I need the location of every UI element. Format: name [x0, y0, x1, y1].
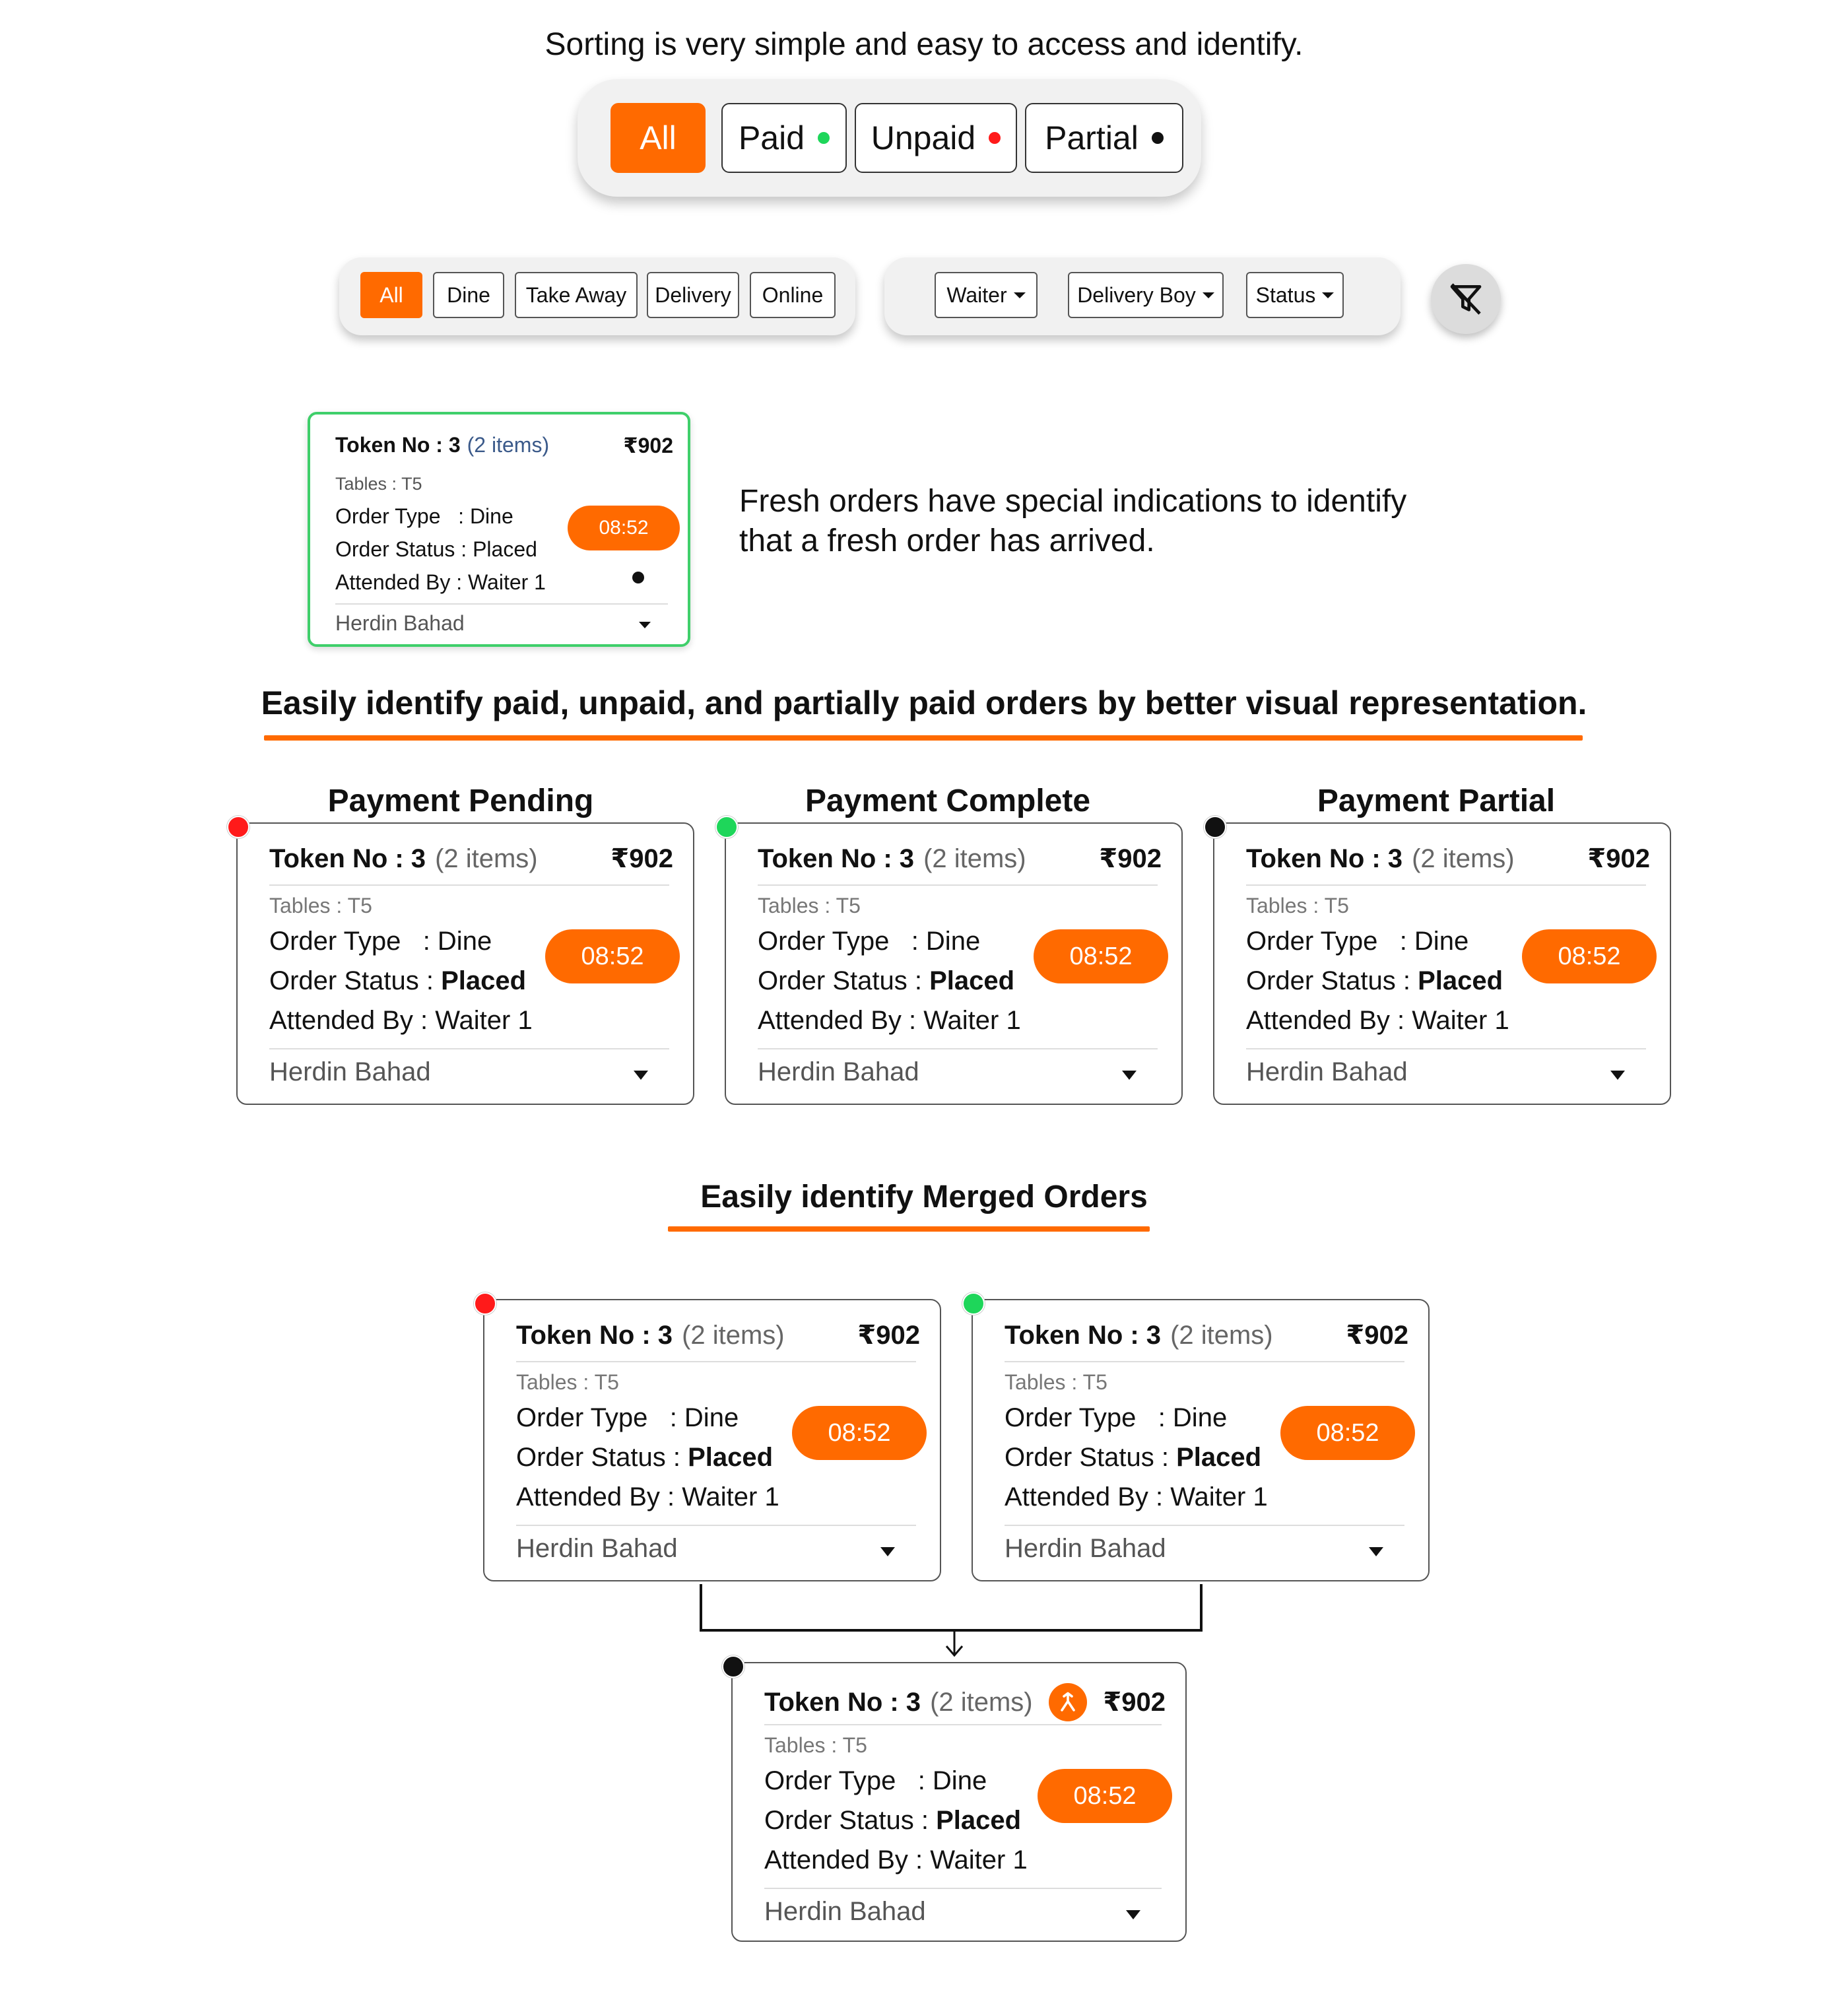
order-type-label: Order Type :: [335, 504, 470, 528]
attended-by-row: [764, 1845, 1028, 1875]
order-status-label: Order Status :: [764, 1806, 937, 1835]
table-number: Tables : T5: [335, 474, 422, 494]
order-type-value: Dine: [1172, 1403, 1228, 1432]
order-type-value: Dine: [932, 1766, 987, 1795]
order-price: ₹902: [1099, 844, 1162, 873]
table-number: Tables : T5: [516, 1370, 619, 1394]
attended-by-value: Waiter 1: [682, 1482, 779, 1511]
token-number: Token No : 3: [1246, 844, 1403, 873]
payment-complete-title: Payment Complete: [805, 783, 1091, 818]
table-number: Tables : T5: [758, 894, 861, 917]
order-price: ₹902: [610, 844, 673, 873]
delivery-boy-dropdown-label: Delivery Boy: [1077, 282, 1196, 307]
order-status-value: Placed: [441, 966, 527, 995]
order-price: ₹902: [1346, 1321, 1408, 1350]
order-card-merged[interactable]: [731, 1662, 1187, 1942]
order-type-label: Order Type :: [269, 927, 438, 956]
customer-name: Herdin Bahad: [764, 1897, 926, 1926]
table-number: Tables : T5: [269, 894, 372, 917]
order-timer-badge: 08:52: [1522, 929, 1657, 983]
attended-by-label: Attended By :: [269, 1006, 436, 1035]
payment-visual-title: Easily identify paid, unpaid, and partially paid orders by better visual representation.: [261, 684, 1587, 721]
filter-all-chip[interactable]: All: [360, 272, 422, 318]
merge-icon: [1049, 1683, 1087, 1721]
table-number: Tables : T5: [1005, 1370, 1107, 1394]
card-header: [764, 1683, 1166, 1721]
token-number: Token No : 3: [1005, 1320, 1162, 1350]
order-status-value: Placed: [936, 1806, 1022, 1835]
table-number: Tables : T5: [764, 1733, 867, 1757]
attended-by-value: Waiter 1: [1170, 1482, 1268, 1511]
attended-by-value: Waiter 1: [468, 570, 546, 594]
status-dropdown-label: Status: [1255, 282, 1316, 307]
sort-all-label: All: [640, 119, 676, 156]
order-type-value: Dine: [1414, 927, 1469, 956]
customer-name: Herdin Bahad: [758, 1057, 919, 1086]
waiter-dropdown-label: Waiter: [946, 282, 1007, 307]
order-timer-badge: 08:52: [792, 1406, 927, 1460]
customer-name: Herdin Bahad: [1005, 1534, 1166, 1563]
token-number: Token No : 3: [335, 433, 461, 457]
order-status-value: Placed: [473, 537, 537, 561]
order-status-label: Order Status :: [516, 1443, 688, 1472]
order-type-label: Order Type :: [758, 927, 926, 956]
filter-delivery-chip[interactable]: Delivery: [647, 272, 739, 318]
sort-partial-label: Partial: [1045, 119, 1138, 156]
attended-by-label: Attended By :: [758, 1006, 924, 1035]
order-status-label: Order Status :: [335, 537, 473, 561]
partial-status-dot: [722, 1655, 744, 1678]
order-status-value: Placed: [688, 1443, 774, 1472]
fresh-orders-caption: Fresh orders have special indications to identify that a fresh order has arrived.: [739, 484, 1407, 558]
attended-by-value: Waiter 1: [435, 1006, 533, 1035]
filter-dine-chip[interactable]: Dine: [433, 272, 504, 318]
order-type-label: Order Type :: [516, 1403, 684, 1432]
filter-online-chip[interactable]: Online: [750, 272, 836, 318]
token-number: Token No : 3: [764, 1687, 921, 1717]
attended-by-label: Attended By :: [335, 570, 469, 594]
sort-paid-label: Paid: [738, 119, 805, 156]
order-type-value: Dine: [469, 504, 513, 528]
attended-by-label: Attended By :: [764, 1845, 931, 1875]
order-type-row: [764, 1766, 987, 1796]
attended-by-label: Attended By :: [516, 1482, 682, 1511]
order-timer-badge: 08:52: [1038, 1769, 1172, 1823]
divider: [764, 1724, 1162, 1725]
order-price: ₹902: [1587, 844, 1650, 873]
order-type-label: Order Type :: [764, 1766, 933, 1795]
merged-orders-title: Easily identify Merged Orders: [700, 1179, 1148, 1214]
order-price: ₹902: [1103, 1688, 1166, 1717]
token-number: Token No : 3: [758, 844, 915, 873]
order-status-label: Order Status :: [269, 966, 442, 995]
customer-name: Herdin Bahad: [1246, 1057, 1408, 1086]
order-status-label: Order Status :: [1005, 1443, 1177, 1472]
sort-unpaid-label: Unpaid: [871, 119, 976, 156]
expand-chevron-icon[interactable]: [1126, 1910, 1140, 1919]
order-status-label: Order Status :: [758, 966, 930, 995]
order-type-value: Dine: [437, 927, 492, 956]
order-timer-badge: 08:52: [568, 506, 680, 550]
item-count: (2 items): [930, 1687, 1033, 1717]
item-count: (2 items): [467, 433, 550, 457]
attended-by-value: Waiter 1: [930, 1845, 1028, 1875]
filter-take-away-chip[interactable]: Take Away: [515, 272, 638, 318]
order-timer-badge: 08:52: [1034, 929, 1168, 983]
attended-by-value: Waiter 1: [1412, 1006, 1509, 1035]
table-number: Tables : T5: [1246, 894, 1349, 917]
sorting-caption: Sorting is very simple and easy to access and identify.: [544, 27, 1304, 62]
attended-by-value: Waiter 1: [923, 1006, 1021, 1035]
order-type-label: Order Type :: [1246, 927, 1414, 956]
customer-name: Herdin Bahad: [335, 611, 465, 635]
item-count: (2 items): [435, 844, 538, 873]
customer-name: Herdin Bahad: [516, 1534, 678, 1563]
payment-pending-title: Payment Pending: [327, 783, 594, 818]
order-status-label: Order Status :: [1246, 966, 1418, 995]
order-status-row: [764, 1806, 1021, 1836]
divider: [764, 1888, 1162, 1889]
order-status-value: Placed: [929, 966, 1015, 995]
item-count: (2 items): [682, 1320, 785, 1350]
token-number: Token No : 3: [269, 844, 426, 873]
item-count: (2 items): [1412, 844, 1515, 873]
order-price: ₹902: [623, 434, 673, 457]
payment-partial-title: Payment Partial: [1317, 783, 1556, 818]
order-timer-badge: 08:52: [545, 929, 680, 983]
order-status-value: Placed: [1418, 966, 1503, 995]
order-timer-badge: 08:52: [1280, 1406, 1415, 1460]
attended-by-label: Attended By :: [1246, 1006, 1412, 1035]
attended-by-label: Attended By :: [1005, 1482, 1171, 1511]
customer-name: Herdin Bahad: [269, 1057, 431, 1086]
order-type-value: Dine: [684, 1403, 739, 1432]
order-type-value: Dine: [925, 927, 981, 956]
item-count: (2 items): [923, 844, 1026, 873]
item-count: (2 items): [1170, 1320, 1273, 1350]
order-type-label: Order Type :: [1005, 1403, 1173, 1432]
order-price: ₹902: [857, 1321, 920, 1350]
order-status-value: Placed: [1176, 1443, 1262, 1472]
token-number: Token No : 3: [516, 1320, 673, 1350]
